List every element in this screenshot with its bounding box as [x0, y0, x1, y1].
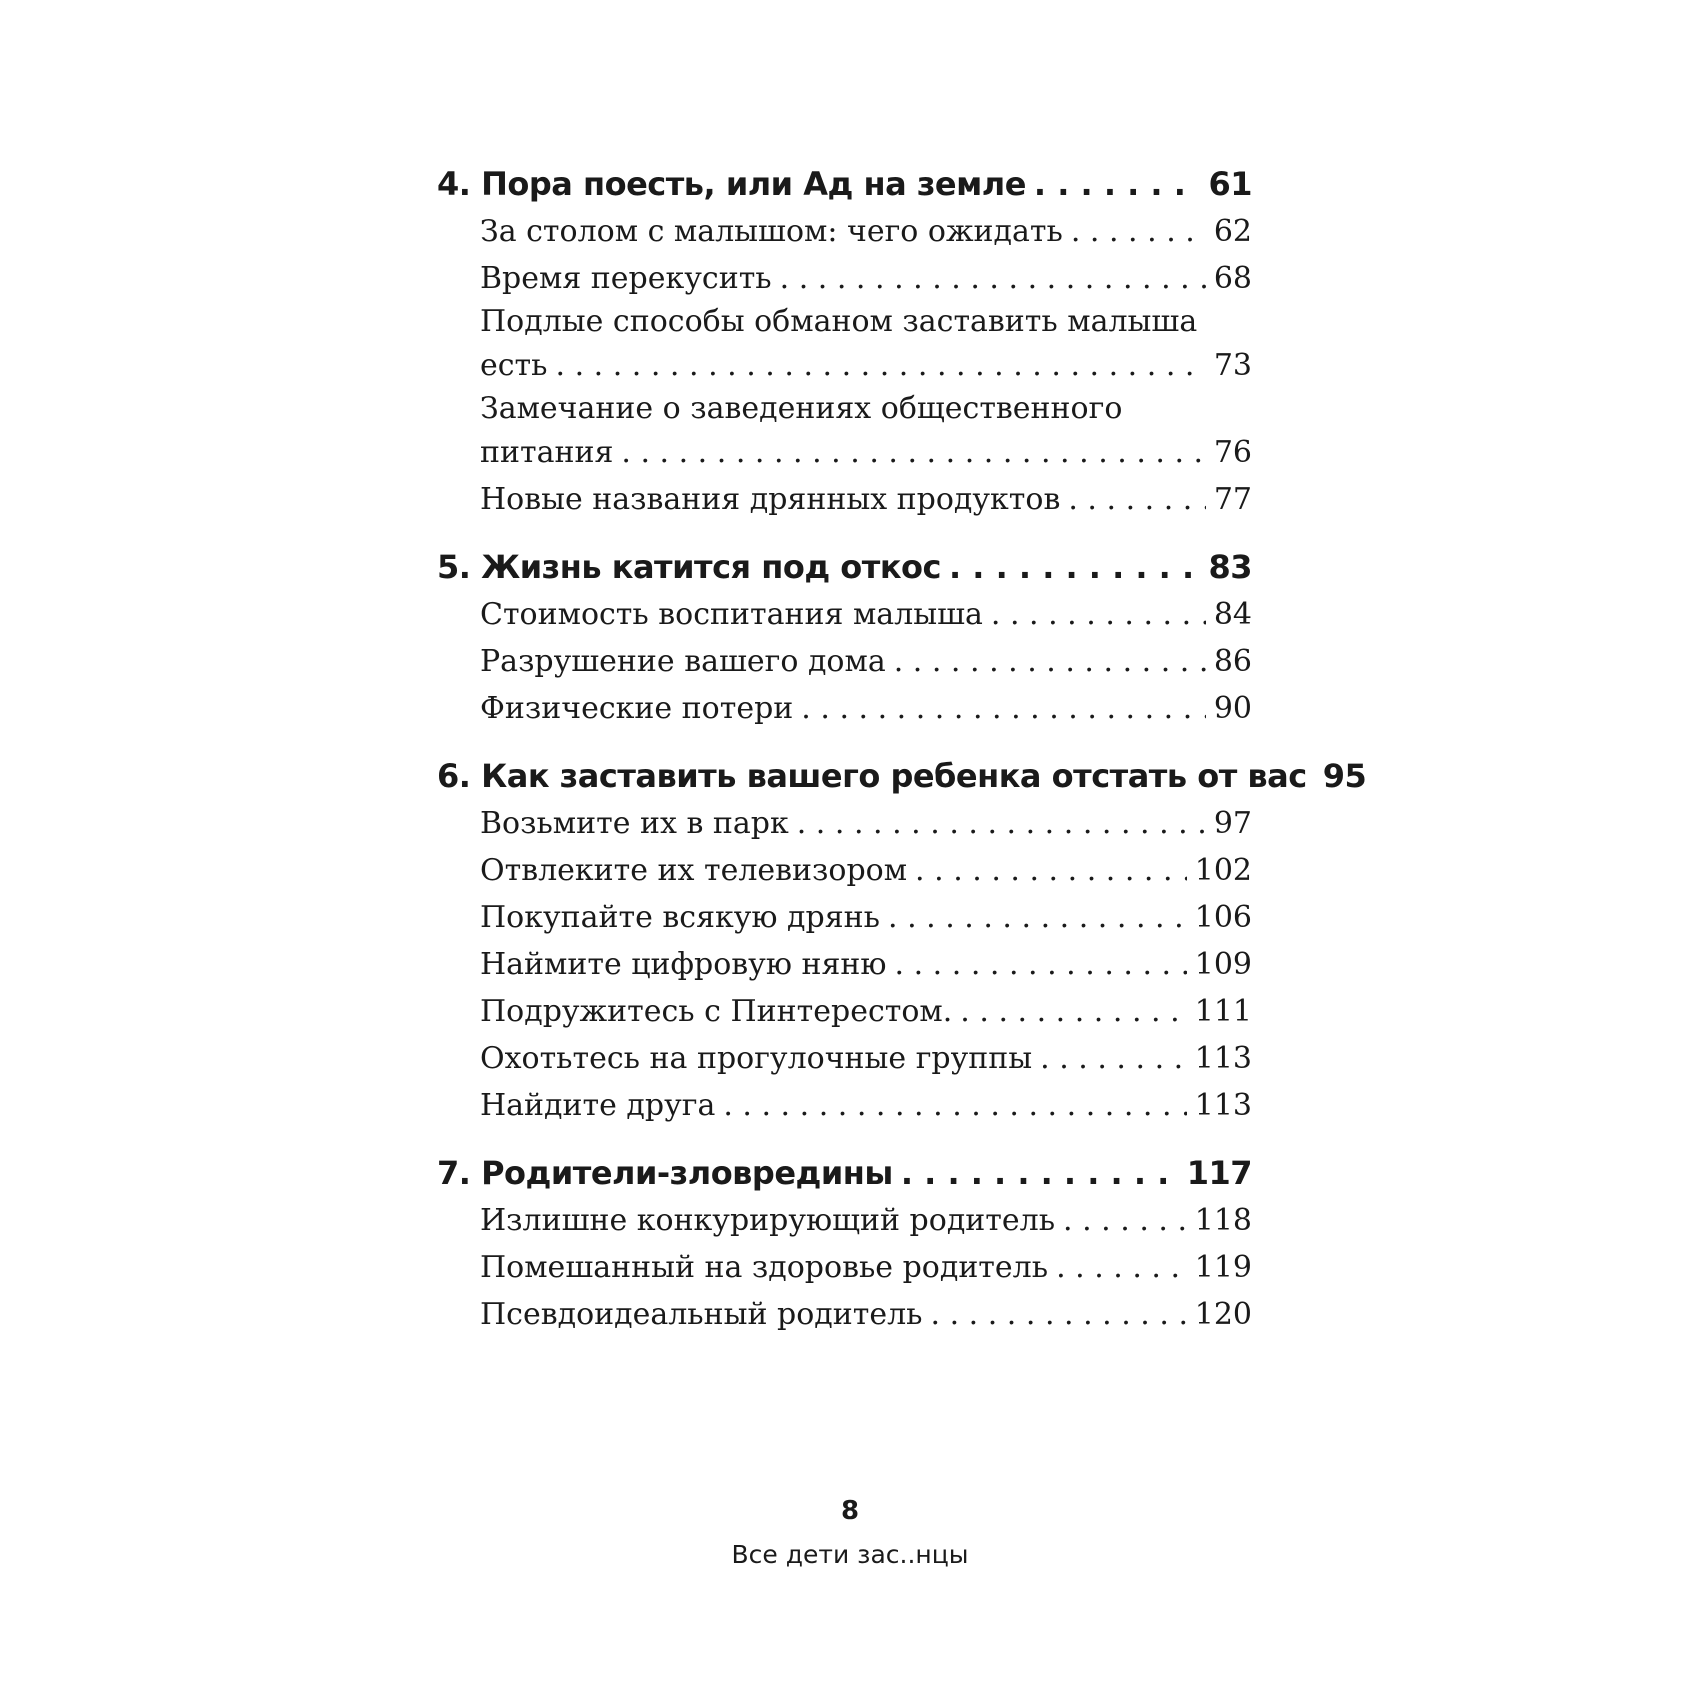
section-title: Возьмите их в парк: [480, 806, 789, 841]
section-entry[interactable]: [437, 1244, 1252, 1291]
page-number: 68: [1213, 261, 1252, 296]
section-title: Охотьтесь на прогулочные группы: [480, 1041, 1033, 1076]
section-entry[interactable]: [437, 894, 1252, 941]
section-title: Новые названия дрянных продуктов: [480, 482, 1061, 517]
page-footer-number: 8: [840, 1496, 860, 1526]
dot-leader: [780, 255, 1206, 302]
page-number: 117: [1186, 1154, 1252, 1192]
dot-leader: [723, 1082, 1186, 1129]
chapter-heading[interactable]: [437, 752, 1367, 800]
page-number: 95: [1322, 757, 1367, 795]
chapter-heading[interactable]: [437, 160, 1252, 208]
section-title: Псевдоидеальный родитель: [480, 1297, 923, 1332]
page-number: 113: [1194, 1088, 1252, 1123]
section-entry[interactable]: [437, 255, 1252, 302]
page-number: 97: [1213, 806, 1252, 841]
section-entry[interactable]: [437, 941, 1252, 988]
section-title-line2: есть: [480, 348, 548, 383]
section-title: За столом с малышом: чего ожидать: [480, 214, 1063, 249]
chapter-title: 7. Родители-зловредины: [437, 1154, 893, 1192]
page-number: 109: [1194, 947, 1252, 982]
page-number: 83: [1208, 548, 1252, 586]
chapter-7: [437, 1149, 1252, 1338]
section-title: Покупайте всякую дрянь: [480, 900, 880, 935]
table-of-contents: [437, 160, 1367, 1358]
section-title: Излишне конкурирующий родитель: [480, 1203, 1056, 1238]
dot-leader: [621, 429, 1205, 476]
dot-leader: [1056, 1244, 1187, 1291]
section-entry[interactable]: [437, 1035, 1252, 1082]
section-title: Наймите цифровую няню: [480, 947, 887, 982]
dot-leader: [1068, 476, 1205, 523]
page-number: 86: [1213, 644, 1252, 679]
section-title: Найдите друга: [480, 1088, 716, 1123]
dot-leader: [1040, 1035, 1187, 1082]
page-number: 61: [1208, 165, 1252, 203]
dot-leader: [556, 342, 1206, 389]
section-title: Физические потери: [480, 691, 794, 726]
section-title: Стоимость воспитания малыша: [480, 597, 983, 632]
section-title: Время перекусить: [480, 261, 772, 296]
dot-leader: [894, 638, 1206, 685]
page-number: 76: [1213, 435, 1252, 470]
section-entry-multiline[interactable]: [437, 389, 1252, 476]
section-title-line1: Замечание о заведениях общественного: [480, 391, 1123, 426]
section-title: Отвлеките их телевизором: [480, 853, 908, 888]
page-number: 90: [1213, 691, 1252, 726]
section-entry-multiline[interactable]: [437, 302, 1252, 389]
section-entry[interactable]: [437, 1291, 1252, 1338]
page-number: 102: [1194, 853, 1252, 888]
page-number: 77: [1213, 482, 1252, 517]
dot-leader: [797, 800, 1206, 847]
section-title-line1: Подлые способы обманом заставить малыша: [480, 304, 1198, 339]
chapter-heading[interactable]: [437, 543, 1252, 591]
section-entry[interactable]: [437, 800, 1252, 847]
chapter-6: [437, 752, 1367, 1129]
page-number: 106: [1194, 900, 1252, 935]
chapter-4: [437, 160, 1252, 523]
section-title: Разрушение вашего дома: [480, 644, 886, 679]
dot-leader: [901, 1149, 1179, 1197]
section-entry[interactable]: [437, 847, 1252, 894]
dot-leader: [991, 591, 1206, 638]
chapter-heading[interactable]: [437, 1149, 1252, 1197]
dot-leader: [931, 1291, 1187, 1338]
dot-leader: [1063, 1197, 1187, 1244]
dot-leader: [888, 894, 1187, 941]
section-title: Помешанный на здоровье родитель: [480, 1250, 1049, 1285]
section-entry[interactable]: [437, 1082, 1252, 1129]
chapter-title: 5. Жизнь катится под откос: [437, 548, 941, 586]
section-title-line2: питания: [480, 435, 614, 470]
page-footer-book-title: Все дети зас..нцы: [731, 1540, 969, 1569]
page-number: 73: [1213, 348, 1252, 383]
page-number: 118: [1194, 1203, 1252, 1238]
chapter-5: [437, 543, 1252, 732]
dot-leader: [801, 685, 1206, 732]
section-entry[interactable]: [437, 638, 1252, 685]
dot-leader: [1071, 208, 1206, 255]
page-number: 119: [1194, 1250, 1252, 1285]
chapter-title: 6. Как заставить вашего ребенка отстать от вас: [437, 757, 1307, 795]
chapter-title: 4. Пора поесть, или Ад на земле: [437, 165, 1026, 203]
page-number: 120: [1194, 1297, 1252, 1332]
dot-leader: [960, 988, 1186, 1035]
dot-leader: [915, 847, 1187, 894]
dot-leader: [1034, 160, 1201, 208]
section-entry[interactable]: [437, 208, 1252, 255]
page-number: 111: [1194, 994, 1252, 1029]
section-entry[interactable]: [437, 591, 1252, 638]
section-title: Подружитесь с Пинтерестом.: [480, 994, 953, 1029]
section-entry[interactable]: [437, 476, 1252, 523]
page-number: 62: [1213, 214, 1252, 249]
page-number: 113: [1194, 1041, 1252, 1076]
dot-leader: [895, 941, 1187, 988]
page-number: 84: [1213, 597, 1252, 632]
dot-leader: [949, 543, 1200, 591]
section-entry[interactable]: [437, 988, 1252, 1035]
section-entry[interactable]: [437, 685, 1252, 732]
section-entry[interactable]: [437, 1197, 1252, 1244]
